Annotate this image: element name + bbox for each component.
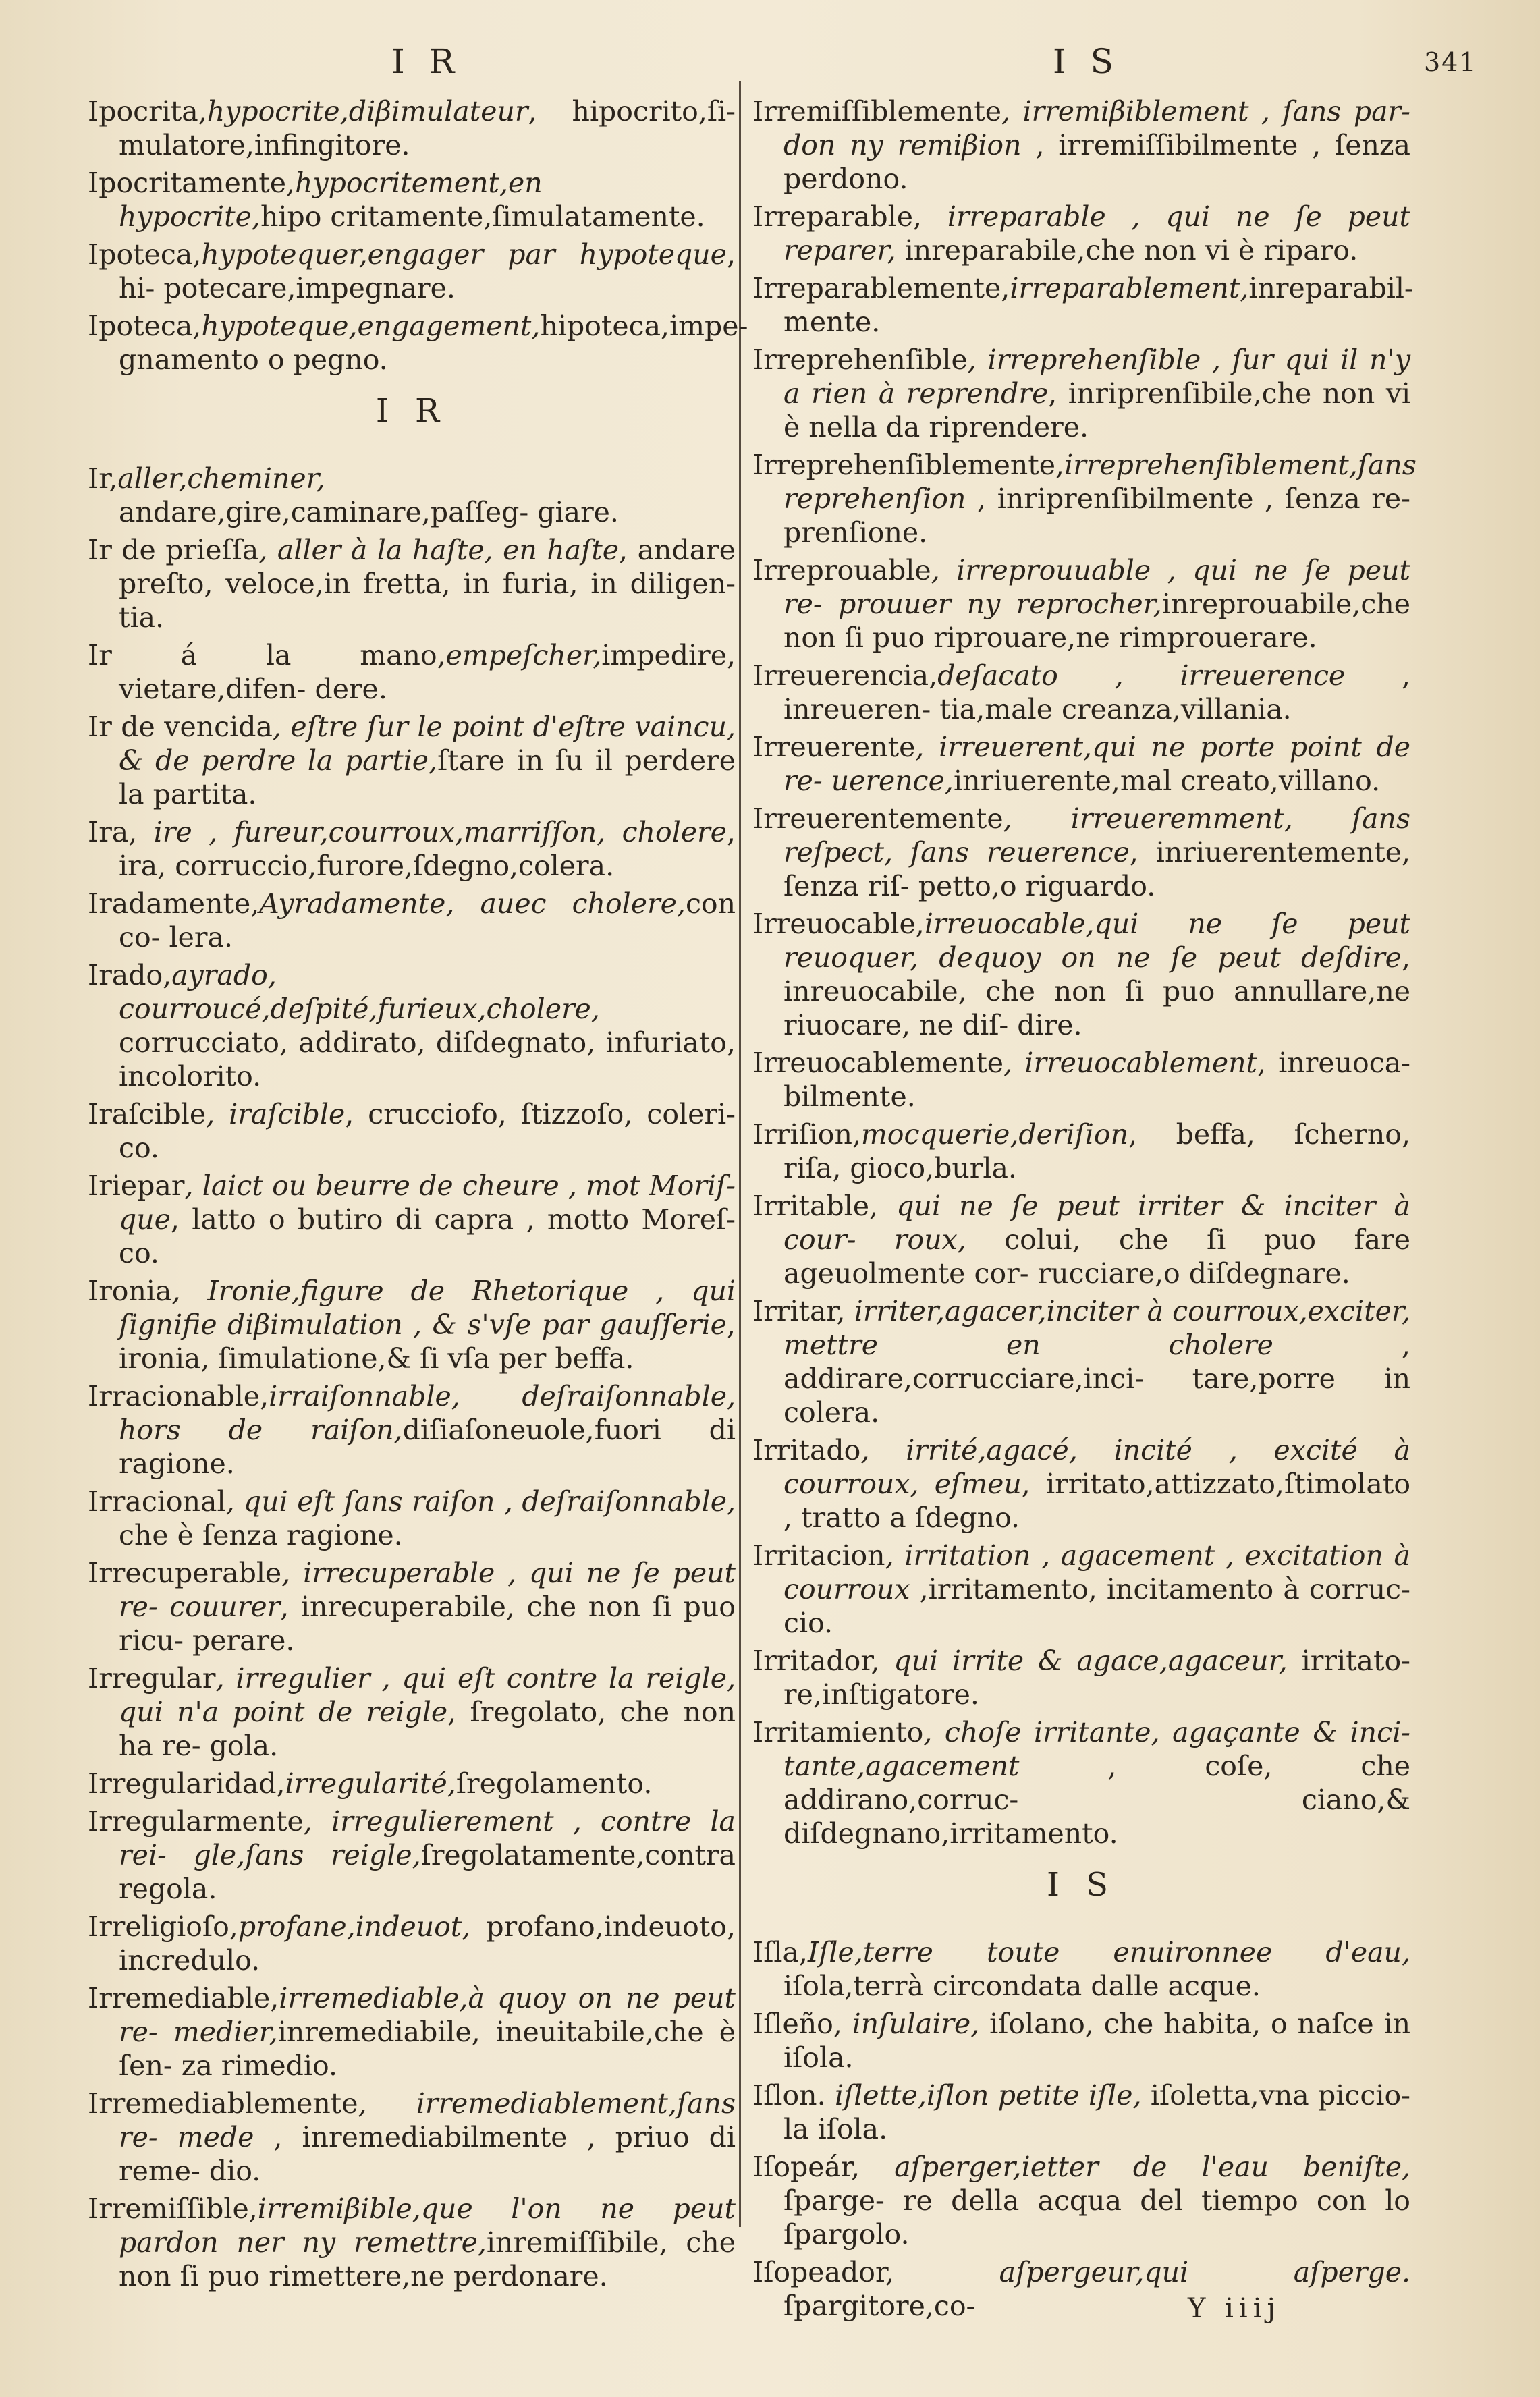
dictionary-entry [88, 1661, 736, 1763]
dictionary-entry [88, 815, 736, 883]
dictionary-entry [752, 1433, 1410, 1535]
dictionary-entry [752, 907, 1410, 1042]
entry-italian: con co- lera. [119, 887, 736, 954]
entry-french: irreuocable,qui ne ſe peut reuoquer, dequoy on ne ſe peut deſdire [783, 908, 1410, 974]
dictionary-entry [88, 462, 736, 529]
entry-french: , irritation , agacement , excitation à courroux [783, 1539, 1410, 1605]
entry-headword: Irritable, [752, 1190, 879, 1222]
entry-headword: Irracionable, [88, 1380, 269, 1412]
entry-italian: irritato- re,inſtigatore. [783, 1645, 1410, 1711]
entry-italian: , inrecuperabile, che non ſi puo ricu- perare. [119, 1591, 736, 1657]
entry-french: , irregulierement , contre la rei- gle,ſans reigle, [119, 1805, 736, 1871]
dictionary-entry [752, 200, 1410, 267]
entry-french: , irreueremment, ſans reſpect, ſans reuerence [783, 802, 1410, 869]
entry-headword: Irreuocable, [752, 908, 925, 940]
dictionary-entry [752, 94, 1410, 196]
entry-italian: ſregolatamente,contra regola. [119, 1839, 736, 1905]
entry-french: irregularité, [285, 1767, 456, 1800]
dictionary-entry [752, 2150, 1410, 2251]
entry-italian: corrucciato, addirato, diſdegnato, infuriato, incolorito. [119, 1026, 736, 1093]
entry-french: , irrecuperable , qui ne ſe peut re- couurer [119, 1557, 736, 1623]
dictionary-entry [752, 730, 1410, 798]
dictionary-entry [752, 1644, 1410, 1711]
dictionary-entry [752, 802, 1410, 903]
entry-french: irriter,agacer,inciter à courroux,exciter, mettre en cholere [783, 1295, 1410, 1361]
entry-french: irremiβible,que l'on ne peut pardon ner ny remettre, [119, 2193, 736, 2259]
entry-french: aſperger,ietter de l'eau beniſte, [860, 2151, 1410, 2183]
entry-french: irreparable , qui ne ſe peut reparer, [783, 200, 1410, 267]
entry-french: , Ironie,figure de Rhetorique , qui ſignifie diβimulation , & s'vſe par gauſſerie [119, 1275, 736, 1341]
entry-french: irremediable,à quoy on ne peut re- medier, [119, 1982, 736, 2048]
entry-french: hypotequer,engager par hypoteque [201, 238, 727, 271]
entry-headword: Ipocritamente, [88, 167, 296, 199]
entry-headword: Irreligioſo, [88, 1910, 238, 1943]
entry-italian: diſiaſoneuole,fuori di ragione. [119, 1414, 736, 1480]
entry-italian: , inreuoca- bilmente. [783, 1047, 1410, 1113]
entry-french: , irremiβiblement , ſans par- don ny remiβion [783, 95, 1410, 161]
entry-italian: , irremiſſibilmente , ſenza perdono. [783, 129, 1410, 195]
entry-headword: Irritar, [752, 1295, 846, 1327]
entry-headword: Irritado [752, 1434, 861, 1466]
dictionary-entry [88, 2192, 736, 2293]
entry-headword: Iradamente, [88, 887, 260, 920]
dictionary-entry [88, 1981, 736, 2083]
entry-italian: ſregolamento. [456, 1767, 653, 1800]
entry-italian: , inremediabilmente , priuo di reme- dio. [119, 2121, 736, 2187]
entry-headword: Irreparable, [752, 200, 923, 233]
entry-italian: iſolano, che habita, o naſce in iſola. [783, 2008, 1411, 2074]
entry-french: ayrado, courroucé,deſpité,furieux,cholere, [119, 959, 600, 1025]
entry-italian: ,irritamento, incitamento à corruc- cio. [783, 1573, 1410, 1639]
section-heading-is: I S [1046, 1866, 1117, 1904]
dictionary-entry [88, 94, 736, 162]
dictionary-entry [752, 659, 1410, 726]
entry-french: aller,cheminer, [117, 462, 325, 495]
entry-french: qui ne ſe peut irriter & inciter à cour- roux, [783, 1190, 1410, 1256]
entry-headword: Irritacion [752, 1539, 885, 1572]
entry-headword: Irritador, [752, 1645, 880, 1677]
entry-headword: Ira, [88, 816, 138, 848]
entry-italian: inriuerente,mal creato,villano. [953, 765, 1381, 797]
entry-french: deſacato , irreuerence [937, 659, 1346, 692]
entry-headword: Irremiſſible, [88, 2193, 258, 2225]
entry-headword: Ir de vencida [88, 711, 273, 743]
dictionary-entry [752, 2255, 1410, 2323]
entry-italian: , beffa, ſcherno, riſa, gioco,burla. [783, 1118, 1410, 1184]
entry-headword: Irremiſſiblemente [752, 95, 1002, 128]
dictionary-entry [752, 1189, 1410, 1290]
header-left: I R [391, 42, 462, 81]
entry-french: , irregulier , qui eſt contre la reigle, qui n'a point de reigle [119, 1662, 736, 1728]
entry-italian: ſpargitore,co- [783, 2290, 976, 2322]
entry-headword: Irremediablemente [88, 2087, 358, 2120]
entry-headword: Irritamiento [752, 1716, 924, 1748]
right-column [752, 94, 1417, 2327]
entry-french: ire , fureur,courroux,marriſſon, cholere [137, 816, 727, 848]
dictionary-entry [752, 1715, 1410, 1850]
header-right: I S [1053, 42, 1120, 81]
entry-headword: Iſlon. [752, 2079, 826, 2112]
dictionary-entry [88, 1097, 736, 1165]
entry-italian: , ſregolato, che non ha re- gola. [119, 1696, 736, 1762]
entry-italian: andare,gire,caminare,paſſeg- giare. [119, 496, 619, 528]
dictionary-entry [752, 2007, 1410, 2074]
entry-headword: Iſleño, [752, 2008, 842, 2040]
entry-headword: Iſopeár, [752, 2151, 860, 2183]
dictionary-entry [88, 2087, 736, 2188]
entry-headword: Iriepar [88, 1169, 185, 1202]
entry-french: qui irrite & agace,agaceur, [879, 1645, 1288, 1677]
entry-headword: Irreprehenſible [752, 343, 968, 376]
entry-italian: , coſe, che addirano,corruc- ciano,& diſdegnano,irritamento. [783, 1750, 1410, 1850]
entry-italian: inreparabil- mente. [783, 272, 1414, 338]
dictionary-entry [752, 1046, 1410, 1113]
dictionary-entry [88, 166, 736, 233]
dictionary-entry [752, 2078, 1410, 2146]
entry-headword: Ironia [88, 1275, 172, 1307]
entry-italian: iſola,terrà circondata dalle acque. [783, 1970, 1261, 2002]
dictionary-entry [88, 1767, 736, 1800]
entry-italian: , addirare,corrucciare,inci- tare,porre in colera. [783, 1329, 1410, 1429]
entry-french: , irreuerent,qui ne porte point de re- uerence, [783, 731, 1410, 797]
entry-italian: , hi- potecare,impegnare. [119, 238, 736, 304]
entry-french: , iraſcible [206, 1098, 346, 1130]
dictionary-entry [88, 1169, 736, 1270]
entry-headword: Irado, [88, 959, 172, 991]
entry-italian: profano,indeuoto, incredulo. [119, 1910, 736, 1977]
dictionary-entry [752, 1118, 1410, 1185]
entry-italian: , andare preſto, veloce,in fretta, in furia, in diligen- tia. [119, 534, 736, 634]
entry-headword: Iraſcible [88, 1098, 207, 1130]
dictionary-entry [88, 238, 736, 305]
entry-french: mocquerie,deriſion [860, 1118, 1128, 1151]
entry-headword: Ipoteca, [88, 238, 202, 271]
dictionary-entry [752, 271, 1414, 339]
entry-italian: colui, che ſi puo fare ageuolmente cor- rucciare,o diſdegnare. [783, 1223, 1410, 1290]
dictionary-entry [752, 448, 1417, 549]
entry-italian: che è ſenza ragione. [119, 1519, 403, 1551]
entry-italian: , irritato,attizzato,ſtimolato , tratto a ſdegno. [783, 1468, 1410, 1534]
entry-french: hypoteque,engagement, [201, 310, 541, 342]
entry-french: inſulaire, [842, 2008, 980, 2040]
dictionary-entry [88, 1485, 736, 1552]
entry-french: , irreprehenſible , ſur qui il n'y a rien à reprendre [783, 343, 1410, 410]
entry-italian: inreprouabile,che non ſi puo riprouare,ne rimprouerare. [783, 588, 1410, 654]
entry-headword: Irriſion, [752, 1118, 861, 1151]
entry-headword: Irreprehenſiblemente, [752, 449, 1065, 481]
entry-headword: Ir, [88, 462, 118, 495]
entry-french: profane,indeuot, [238, 1910, 471, 1943]
entry-french: empeſcher, [445, 639, 602, 671]
entry-italian: inremediabile, ineuitabile,che è ſen- za rimedio. [119, 2016, 736, 2082]
entry-french: iſlette,iſlon petite iſle, [825, 2079, 1142, 2112]
dictionary-entry [752, 1935, 1410, 2003]
entry-italian: ſtare in ſu il perdere la partita. [119, 744, 736, 810]
entry-headword: Ir de prieſſa [88, 534, 259, 566]
dictionary-entry [88, 533, 736, 634]
dictionary-entry [752, 343, 1410, 444]
entry-headword: Irreuocablemente [752, 1047, 1004, 1079]
entry-headword: Irrecuperable [88, 1557, 282, 1589]
entry-headword: Irreprouable [752, 554, 931, 586]
entry-italian: , latto o butiro di capra , motto Moreſ- co. [119, 1203, 736, 1269]
dictionary-entry [88, 1804, 736, 1906]
entry-french: irreparablement, [1010, 272, 1249, 304]
entry-headword: Ipocrita, [88, 95, 207, 128]
entry-headword: Irreuerente [752, 731, 916, 763]
page-number: 341 [1424, 47, 1477, 77]
signature-mark: Y iiij [1188, 2293, 1281, 2324]
entry-headword: Irracional [88, 1485, 226, 1518]
entry-italian: impedire, vietare,difen- dere. [119, 639, 736, 705]
entry-headword: Irremediable, [88, 1982, 279, 2014]
entry-italian: , ironia, ſimulatione,& ſi vſa per beffa. [119, 1308, 736, 1375]
entry-italian: inremiſſibile, che non ſi puo rimettere,ne perdonare. [119, 2226, 736, 2292]
entry-french: , irrité,agacé, incité , excité à courroux, eſmeu [783, 1434, 1410, 1500]
entry-italian: , inriprenſibile,che non vi è nella da riprendere. [783, 377, 1410, 443]
entry-french: , irreprouuable , qui ne ſe peut re- prouuer ny reprocher, [783, 554, 1410, 620]
entry-italian: , inreueren- tia,male creanza,villania. [783, 659, 1410, 725]
entry-french: Iſle,terre toute enuironnee d'eau, [807, 1936, 1410, 1968]
entry-italian: hipoteca,impe- gnamento o pegno. [119, 310, 748, 376]
entry-italian: , crucciofo, ſtizzoſo, coleri- co. [119, 1098, 736, 1164]
entry-italian: inreparabile,che non vi è riparo. [896, 234, 1358, 267]
entry-headword: Irregular [88, 1662, 216, 1695]
entry-italian: iſoletta,vna piccio- la iſola. [783, 2079, 1410, 2145]
entry-italian: hipo critamente,ſimulatamente. [260, 200, 705, 233]
dictionary-entry [88, 1910, 736, 1977]
entry-italian: , ira, corruccio,furore,ſdegno,colera. [119, 816, 736, 882]
entry-french: , laict ou beurre de cheure , mot Moriſ- que [119, 1169, 736, 1236]
entry-french: , irreuocablement [1003, 1047, 1258, 1079]
entry-french: , qui eſt ſans raiſon , deſraiſonnable, [225, 1485, 736, 1518]
entry-italian: , inriprenſibilmente , ſenza re- prenſione. [783, 483, 1410, 549]
entry-french: hypocritement,en hypocrite, [119, 167, 543, 233]
entry-headword: Irreuerencia, [752, 659, 938, 692]
entry-headword: Irregularmente [88, 1805, 304, 1838]
entry-headword: Irreparablemente, [752, 272, 1010, 304]
entry-headword: Ipoteca, [88, 310, 202, 342]
column-divider [739, 81, 741, 2227]
entry-headword: Iſopeador, [752, 2256, 895, 2288]
entry-french: , irremediablement,ſans re- mede [119, 2087, 736, 2153]
dictionary-entry [88, 638, 736, 706]
entry-headword: Iſla, [752, 1936, 808, 1968]
section-heading-ir: I R [375, 392, 448, 430]
entry-headword: Irreuerentemente [752, 802, 1003, 835]
entry-headword: Ir á la mano, [88, 639, 446, 671]
entry-italian: , hipocrito,ſi- mulatore,infingitore. [119, 95, 736, 161]
dictionary-entry [88, 958, 736, 1093]
entry-french: irreprehenſiblement,ſans reprehenſion [783, 449, 1417, 515]
entry-italian: , inriuerentemente, ſenza riſ- petto,o riguardo. [783, 836, 1410, 902]
entry-french: , aller à la haſte, en haſte [258, 534, 620, 566]
entry-french: hypocrite,diβimulateur [207, 95, 528, 128]
dictionary-entry [88, 887, 736, 954]
running-header [0, 42, 1540, 96]
dictionary-entry [88, 1379, 736, 1481]
entry-italian: ſparge- re della acqua del tiempo con lo ſpargolo. [783, 2184, 1410, 2251]
entry-italian: , inreuocabile, che non ſi puo annullare,ne riuocare, ne diſ- dire. [783, 941, 1410, 1041]
dictionary-entry [752, 1539, 1410, 1640]
dictionary-entry [752, 1294, 1410, 1429]
entry-french: irraiſonnable, deſraiſonnable, hors de raiſon, [119, 1380, 736, 1446]
entry-french: Ayradamente, auec cholere, [259, 887, 686, 920]
entry-french: , eſtre ſur le point d'eſtre vaincu, & de perdre la partie, [119, 711, 736, 777]
entry-headword: Irregularidad, [88, 1767, 285, 1800]
dictionary-entry [88, 1556, 736, 1657]
left-column [88, 94, 748, 2297]
dictionary-entry [752, 553, 1410, 655]
entry-french: , choſe irritante, agaçante & inci- tante,agacement [783, 1716, 1410, 1782]
dictionary-entry [88, 1274, 736, 1375]
dictionary-entry [88, 309, 748, 377]
entry-french: aſpergeur,qui aſperge. [894, 2256, 1410, 2288]
dictionary-entry [88, 710, 736, 811]
